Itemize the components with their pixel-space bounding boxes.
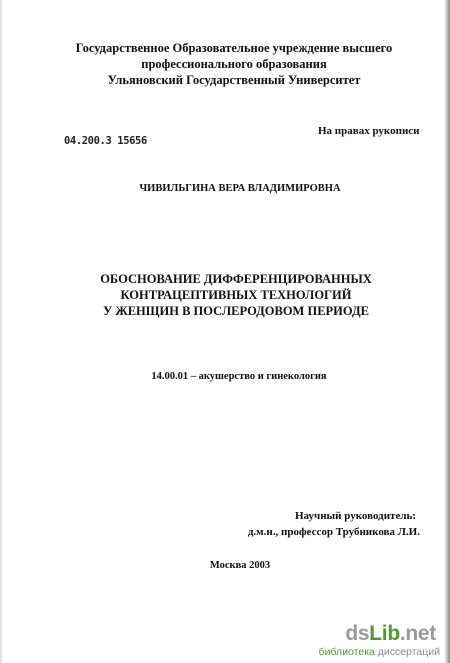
watermark-logo-net: .net: [399, 622, 436, 645]
title-line-2: КОНТРАЦЕПТИВНЫХ ТЕХНОЛОГИЙ: [120, 288, 352, 302]
title-line-3: У ЖЕНЩИН В ПОСЛЕРОДОВОМ ПЕРИОДЕ: [103, 304, 369, 318]
dslib-watermark[interactable]: [298, 622, 446, 660]
supervisor-name: д.м.н., профессор Трубникова Л.И.: [247, 526, 420, 538]
registration-stamp: 04.200.3 15656: [64, 135, 147, 147]
specialty-code: 14.00.01 – акушерство и гинекология: [151, 371, 327, 382]
watermark-logo-lib: Lib: [369, 622, 400, 645]
institution-header: [0, 40, 450, 88]
dissertation-title: [0, 271, 450, 319]
author-name: ЧИВИЛЬГИНА ВЕРА ВЛАДИМИРОВНА: [139, 183, 341, 194]
watermark-logo: [345, 622, 436, 646]
watermark-subtitle-a: библиотека: [318, 646, 375, 658]
institution-line-1: Государственное Образовательное учреждение высшего: [75, 41, 393, 55]
city-year: Москва 2003: [209, 560, 271, 571]
institution-line-3: Ульяновский Государственный Университет: [107, 73, 361, 87]
rights-note: На правах рукописи: [318, 125, 420, 137]
supervisor-label: Научный руководитель:: [295, 510, 416, 522]
watermark-logo-ds: ds: [345, 622, 370, 645]
watermark-subtitle: [319, 646, 440, 658]
watermark-subtitle-b: диссертаций: [377, 646, 440, 658]
institution-line-2: профессионального образования: [141, 57, 327, 71]
title-line-1: ОБОСНОВАНИЕ ДИФФЕРЕНЦИРОВАННЫХ: [100, 272, 372, 286]
